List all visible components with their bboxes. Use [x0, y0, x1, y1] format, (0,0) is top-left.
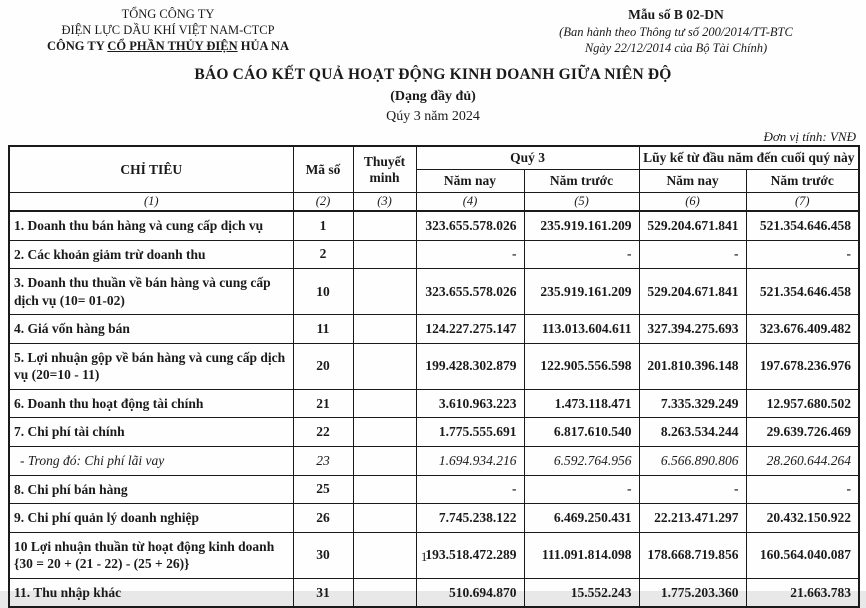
- row-lk-nam-truoc: -: [746, 475, 859, 504]
- row-lk-nam-nay: 178.668.719.856: [639, 532, 746, 578]
- row-lk-nam-truoc: 323.676.409.482: [746, 315, 859, 344]
- col-group-luy-ke: Lũy kế từ đầu năm đến cuối quý này: [639, 146, 859, 170]
- row-lk-nam-nay: 529.204.671.841: [639, 211, 746, 240]
- row-lk-nam-truoc: 28.260.644.264: [746, 447, 859, 476]
- row-q3-nam-nay: 1.694.934.216: [416, 447, 524, 476]
- row-ma-so: 31: [293, 578, 353, 607]
- col-header-ma-so: Mã số: [293, 146, 353, 193]
- report-title-block: [0, 64, 866, 127]
- row-q3-nam-nay: 7.745.238.122: [416, 504, 524, 533]
- row-lk-nam-truoc: 521.354.646.458: [746, 269, 859, 315]
- row-lk-nam-truoc: 197.678.236.976: [746, 343, 859, 389]
- row-ma-so: 2: [293, 240, 353, 269]
- company-name-underlined: CỔ PHẦN THỦY ĐIỆN: [107, 39, 238, 53]
- row-q3-nam-truoc: 6.469.250.431: [524, 504, 639, 533]
- table-row: [9, 578, 859, 607]
- col-index-6: (6): [639, 193, 746, 212]
- row-label: 1. Doanh thu bán hàng và cung cấp dịch vụ: [9, 211, 293, 240]
- row-ma-so: 21: [293, 389, 353, 418]
- company-name-suffix: HỦA NA: [237, 39, 290, 53]
- row-q3-nam-truoc: 235.919.161.209: [524, 269, 639, 315]
- table-row: [9, 269, 859, 315]
- col-header-q3-nam-truoc: Năm trước: [524, 170, 639, 193]
- row-label: 10 Lợi nhuận thuần từ hoạt động kinh doanh {30 = 20 + (21 - 22) - (25 + 26)}: [9, 532, 293, 578]
- row-label: 4. Giá vốn hàng bán: [9, 315, 293, 344]
- row-lk-nam-nay: 6.566.890.806: [639, 447, 746, 476]
- row-lk-nam-nay: 529.204.671.841: [639, 269, 746, 315]
- row-q3-nam-nay: 323.655.578.026: [416, 211, 524, 240]
- row-lk-nam-truoc: 521.354.646.458: [746, 211, 859, 240]
- table-row: [9, 389, 859, 418]
- row-lk-nam-nay: -: [639, 475, 746, 504]
- row-q3-nam-nay: 510.694.870: [416, 578, 524, 607]
- row-lk-nam-truoc: 29.639.726.469: [746, 418, 859, 447]
- row-ma-so: 10: [293, 269, 353, 315]
- row-label: 11. Thu nhập khác: [9, 578, 293, 607]
- col-index-4: (4): [416, 193, 524, 212]
- table-row: [9, 504, 859, 533]
- row-q3-nam-nay: -: [416, 475, 524, 504]
- row-label: 7. Chi phí tài chính: [9, 418, 293, 447]
- parent-company-line2: ĐIỆN LỰC DẦU KHÍ VIỆT NAM-CTCP: [61, 23, 275, 37]
- row-q3-nam-truoc: 113.013.604.611: [524, 315, 639, 344]
- row-q3-nam-nay: 124.227.275.147: [416, 315, 524, 344]
- row-lk-nam-nay: 8.263.534.244: [639, 418, 746, 447]
- col-index-3: (3): [353, 193, 416, 212]
- row-label: 3. Doanh thu thuần về bán hàng và cung cấp dịch vụ (10= 01-02): [9, 269, 293, 315]
- form-block: [496, 6, 856, 56]
- table-body: [9, 211, 859, 607]
- row-lk-nam-truoc: 21.663.783: [746, 578, 859, 607]
- row-q3-nam-nay: 3.610.963.223: [416, 389, 524, 418]
- row-q3-nam-nay: -: [416, 240, 524, 269]
- row-thuyet-minh: [353, 504, 416, 533]
- row-q3-nam-truoc: -: [524, 240, 639, 269]
- row-thuyet-minh: [353, 315, 416, 344]
- row-thuyet-minh: [353, 240, 416, 269]
- col-index-7: (7): [746, 193, 859, 212]
- row-q3-nam-nay: 193.518.472.289: [416, 532, 524, 578]
- row-q3-nam-truoc: 235.919.161.209: [524, 211, 639, 240]
- row-label: 9. Chi phí quản lý doanh nghiệp: [9, 504, 293, 533]
- row-q3-nam-truoc: 6.592.764.956: [524, 447, 639, 476]
- page-number: 1: [421, 550, 428, 564]
- row-ma-so: 11: [293, 315, 353, 344]
- row-thuyet-minh: [353, 447, 416, 476]
- col-header-lk-nam-truoc: Năm trước: [746, 170, 859, 193]
- row-lk-nam-truoc: 160.564.040.087: [746, 532, 859, 578]
- row-ma-so: 30: [293, 532, 353, 578]
- row-ma-so: 20: [293, 343, 353, 389]
- unit-label: Đơn vị tính: VNĐ: [763, 129, 856, 145]
- row-thuyet-minh: [353, 211, 416, 240]
- row-thuyet-minh: [353, 418, 416, 447]
- form-number: Mẫu số B 02-DN: [628, 7, 724, 22]
- row-label: 6. Doanh thu hoạt động tài chính: [9, 389, 293, 418]
- row-label: 8. Chi phí bán hàng: [9, 475, 293, 504]
- row-ma-so: 1: [293, 211, 353, 240]
- row-thuyet-minh: [353, 269, 416, 315]
- col-index-1: (1): [9, 193, 293, 212]
- row-thuyet-minh: [353, 343, 416, 389]
- row-q3-nam-truoc: 111.091.814.098: [524, 532, 639, 578]
- row-label: 2. Các khoản giảm trừ doanh thu: [9, 240, 293, 269]
- row-q3-nam-truoc: 1.473.118.471: [524, 389, 639, 418]
- row-q3-nam-nay: 1.775.555.691: [416, 418, 524, 447]
- table-row: [9, 211, 859, 240]
- col-index-5: (5): [524, 193, 639, 212]
- row-label: 5. Lợi nhuận gộp về bán hàng và cung cấp dịch vụ (20=10 - 11): [9, 343, 293, 389]
- company-name-prefix: CÔNG TY: [46, 39, 108, 53]
- table-row: [9, 418, 859, 447]
- parent-company-line1: TỔNG CÔNG TY: [121, 7, 215, 21]
- table-row: [9, 240, 859, 269]
- company-name: [18, 38, 318, 54]
- row-q3-nam-nay: 199.428.302.879: [416, 343, 524, 389]
- row-lk-nam-truoc: 12.957.680.502: [746, 389, 859, 418]
- row-thuyet-minh: [353, 578, 416, 607]
- row-label: - Trong đó: Chi phí lãi vay: [9, 447, 293, 476]
- row-thuyet-minh: [353, 389, 416, 418]
- col-group-quy3: Quý 3: [416, 146, 639, 170]
- row-ma-so: 26: [293, 504, 353, 533]
- letterhead: [0, 0, 866, 56]
- income-statement-table: [8, 145, 860, 608]
- row-thuyet-minh: [353, 532, 416, 578]
- company-block: [18, 6, 318, 56]
- col-index-2: (2): [293, 193, 353, 212]
- row-ma-so: 25: [293, 475, 353, 504]
- row-q3-nam-nay: 323.655.578.026: [416, 269, 524, 315]
- row-lk-nam-truoc: 20.432.150.922: [746, 504, 859, 533]
- row-lk-nam-nay: 1.775.203.360: [639, 578, 746, 607]
- row-lk-nam-nay: 201.810.396.148: [639, 343, 746, 389]
- row-lk-nam-nay: 7.335.329.249: [639, 389, 746, 418]
- table-row: [9, 475, 859, 504]
- report-title: BÁO CÁO KẾT QUẢ HOẠT ĐỘNG KINH DOANH GIỮA NIÊN ĐỘ: [194, 66, 672, 84]
- table-row: [9, 532, 859, 578]
- row-q3-nam-truoc: 15.552.243: [524, 578, 639, 607]
- form-reference-line2: Ngày 22/12/2014 của Bộ Tài Chính): [584, 40, 768, 55]
- row-ma-so: 22: [293, 418, 353, 447]
- col-header-lk-nam-nay: Năm nay: [639, 170, 746, 193]
- table-row: [9, 343, 859, 389]
- report-subtitle: (Dạng đầy đủ): [390, 88, 476, 104]
- row-lk-nam-nay: 22.213.471.297: [639, 504, 746, 533]
- row-lk-nam-nay: 327.394.275.693: [639, 315, 746, 344]
- row-ma-so: 23: [293, 447, 353, 476]
- col-header-chi-tieu: CHỈ TIÊU: [9, 146, 293, 193]
- form-reference-line1: (Ban hành theo Thông tư số 200/2014/TT-BTC: [559, 24, 793, 39]
- row-lk-nam-nay: -: [639, 240, 746, 269]
- row-q3-nam-truoc: -: [524, 475, 639, 504]
- table-row: [9, 315, 859, 344]
- col-header-thuyet-minh: Thuyết minh: [353, 146, 416, 193]
- report-period: Qúy 3 năm 2024: [386, 108, 480, 124]
- table-row: [9, 447, 859, 476]
- row-q3-nam-truoc: 6.817.610.540: [524, 418, 639, 447]
- row-q3-nam-truoc: 122.905.556.598: [524, 343, 639, 389]
- row-thuyet-minh: [353, 475, 416, 504]
- col-header-q3-nam-nay: Năm nay: [416, 170, 524, 193]
- row-lk-nam-truoc: -: [746, 240, 859, 269]
